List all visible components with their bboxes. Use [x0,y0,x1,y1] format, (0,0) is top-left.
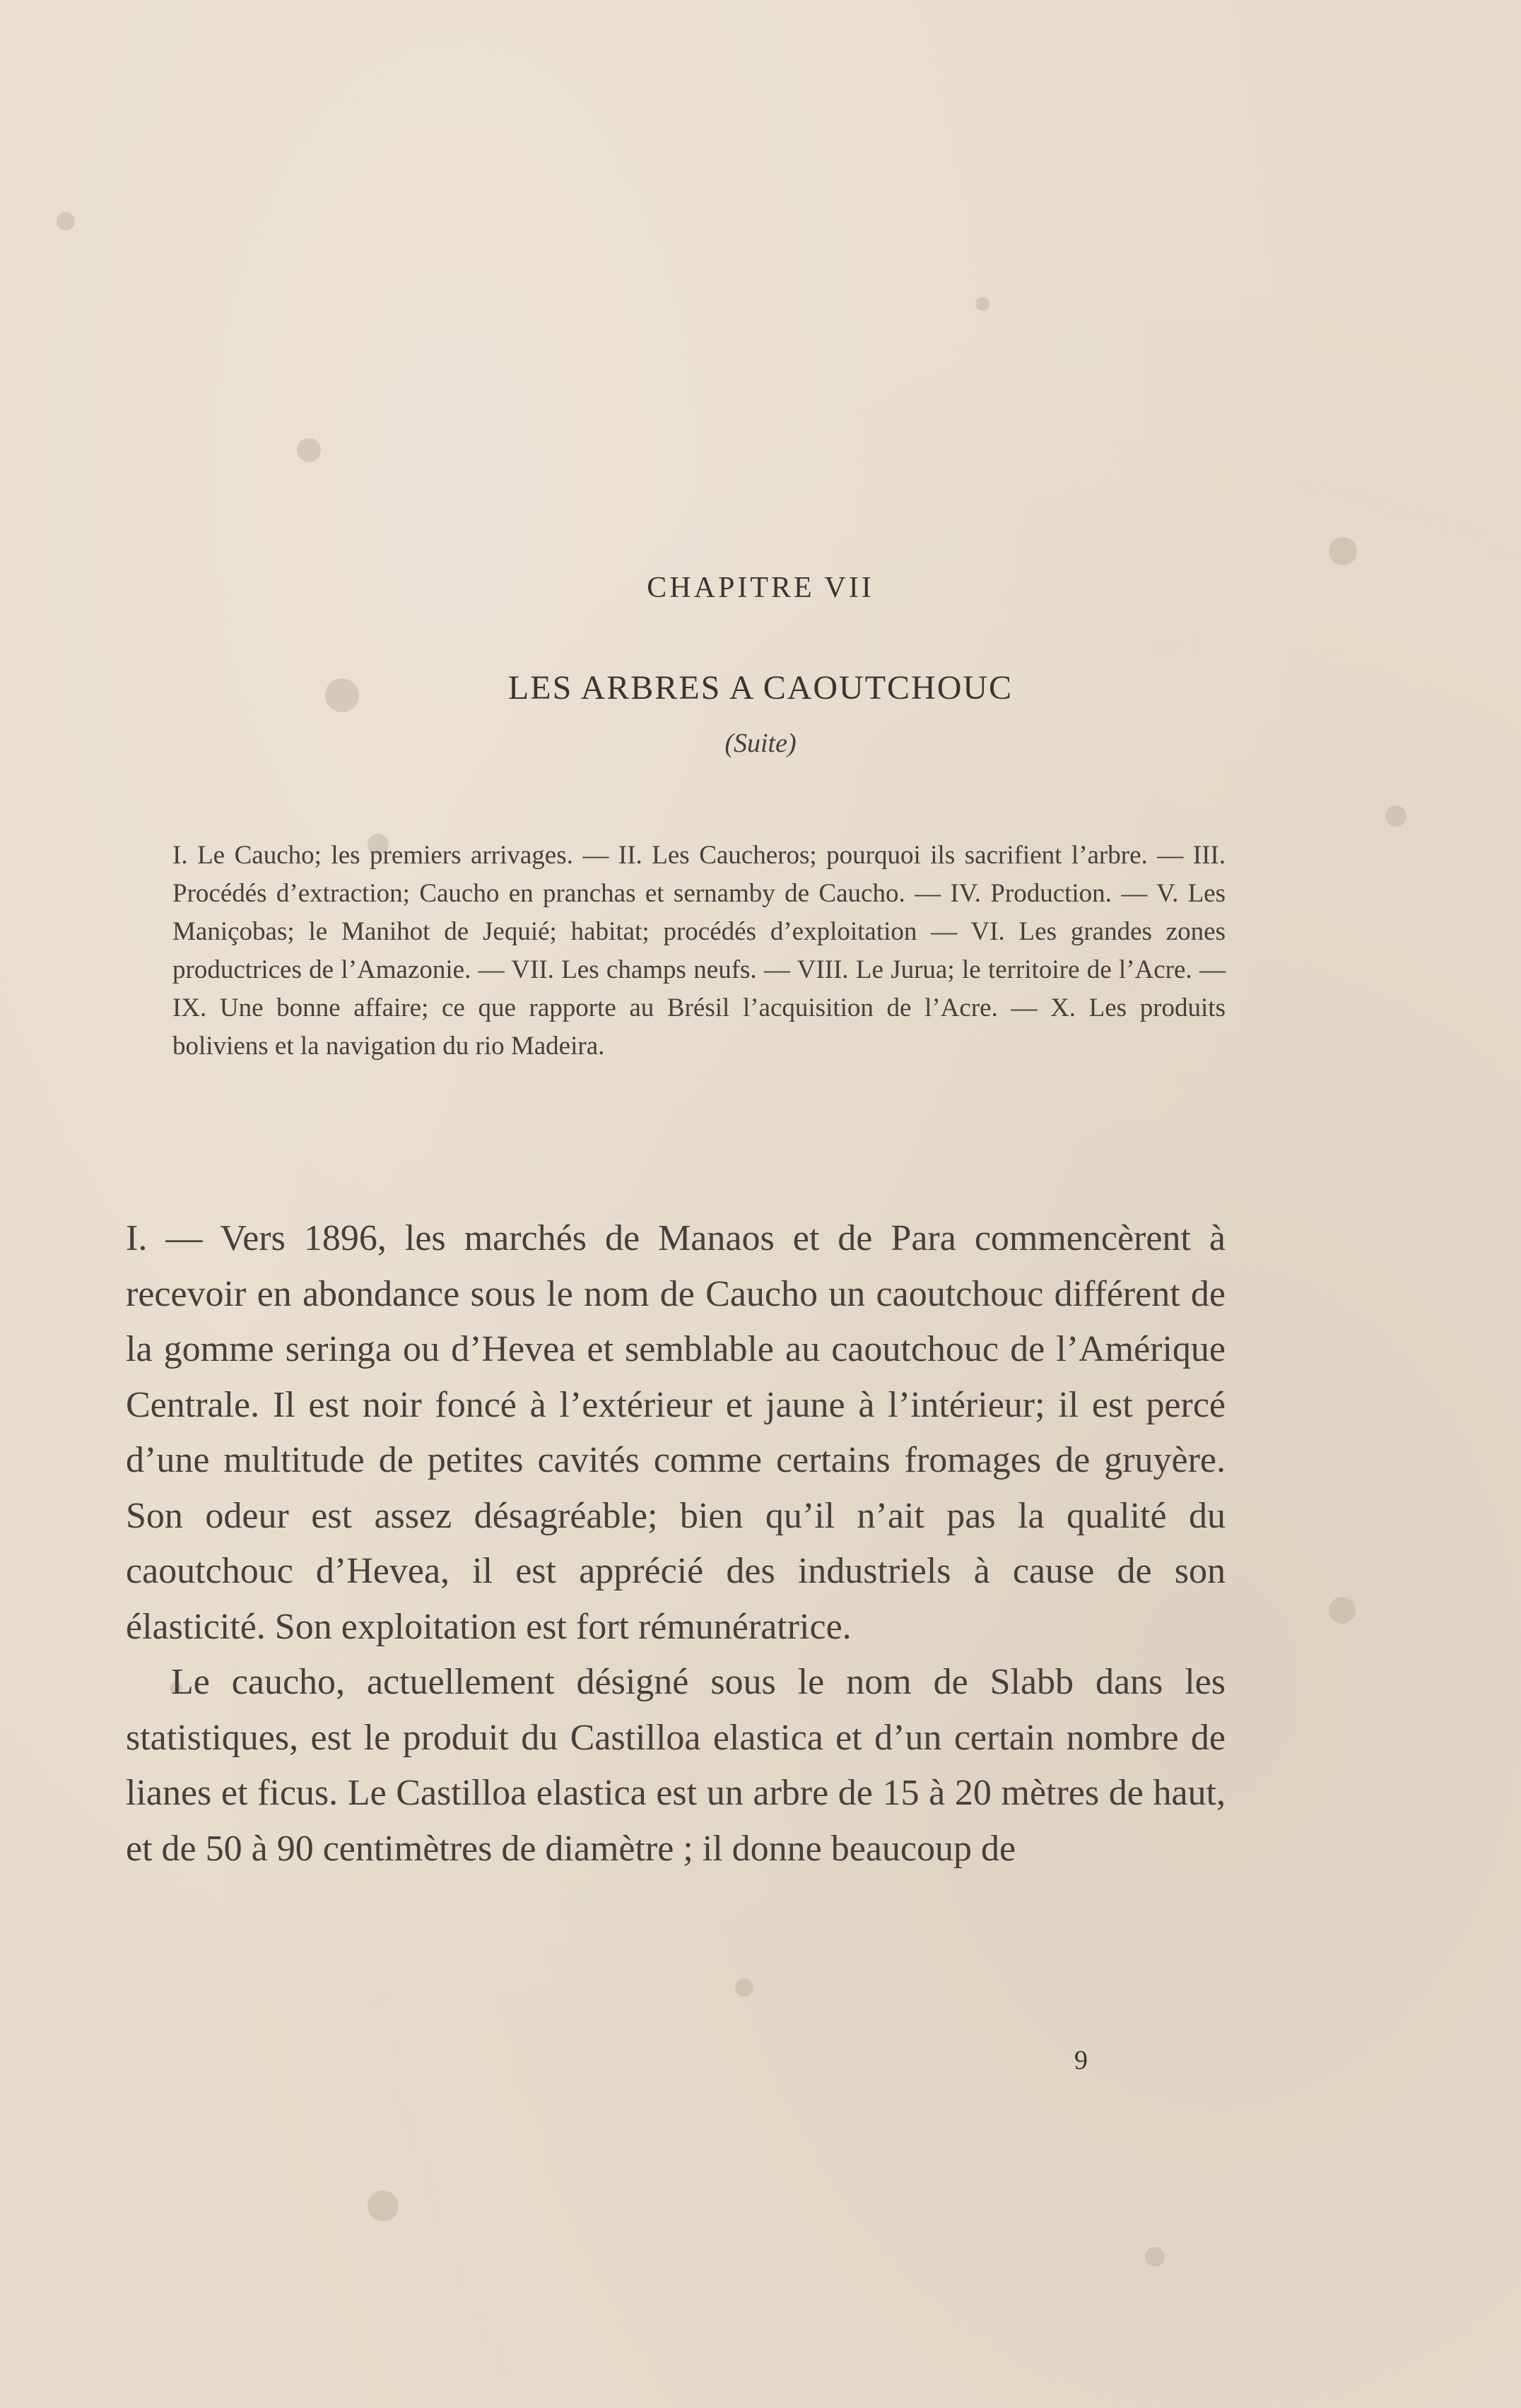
paper-stain [1329,1597,1356,1624]
paper-stain [1385,805,1407,827]
chapter-title: LES ARBRES A CAOUTCHOUC [507,669,1014,707]
page-number: 9 [1074,2046,1088,2075]
chapter-subtitle: (Suite) [724,728,797,758]
paper-stain [57,212,75,230]
paper-stain [1145,2247,1165,2267]
paper-stain [297,438,321,462]
paper-stain [735,1978,753,1997]
paper-stain [975,297,989,311]
paper-stain [1329,537,1357,565]
body-text [126,1211,1226,1877]
chapter-heading: CHAPITRE VII [647,572,874,604]
chapter-summary: I. Le Caucho; les premiers arrivages. — II. Les Caucheros; pourquoi ils sacrifient l’arbre. — III. Procédés d’extraction; Caucho en pranchas et sernamby de Caucho. — IV. Production. — V. Les Maniçobas; le Manihot de Jequié; habitat; procédés d’exploitation — VI. Les grandes zones productrices de l’Amazonie. — VII. Les champs neufs. — VIII. Le Jurua; le territoire de l’Acre. — IX. Une bonne affaire; ce que rapporte au Brésil l’acquisition de l’Acre. — X. Les produits boliviens et la navigation du rio Madeira. [172,841,1226,1061]
paragraph: Le caucho, actuellement désigné sous le nom de Slabb dans les statistiques, est le produit du Castilloa elastica et d’un certain nombre de lianes et ficus. Le Castilloa elastica est un arbre de 15 à 20 mètres de haut, et de 50 à 90 centimètres de diamètre ; il donne beaucoup de [126,1662,1226,1869]
paper-stain [368,2190,399,2221]
paragraph: I. — Vers 1896, les marchés de Manaos et de Para commencèrent à recevoir en abondance sous le nom de Caucho un caoutchouc différent de la gomme seringa ou d’Hevea et semblable au caoutchouc de l’Amérique Centrale. Il est noir foncé à l’extérieur et jaune à l’intérieur; il est percé d’une multitude de petites cavités comme certains fromages de gruyère. Son odeur est assez désagréable; bien qu’il n’ait pas la qualité du caoutchouc d’Hevea, il est apprécié des industriels à cause de son élasticité. Son exploitation est fort rémunératrice. [126,1218,1226,1647]
